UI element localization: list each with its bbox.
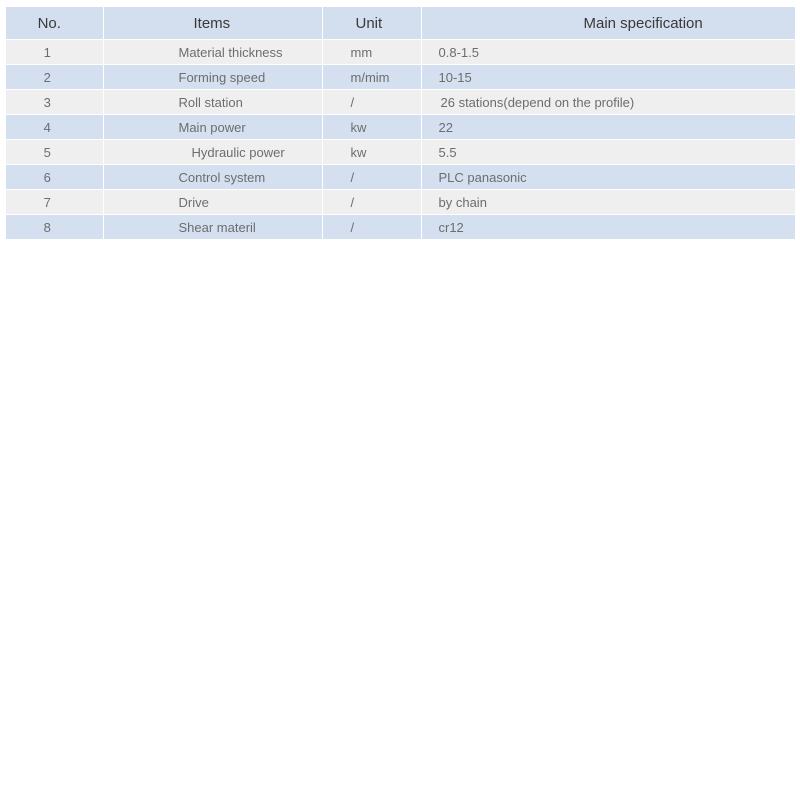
row-no: 4 — [6, 115, 103, 140]
table-row — [6, 165, 795, 190]
table-row — [6, 90, 795, 115]
row-unit: / — [322, 190, 421, 215]
row-item: Forming speed — [103, 65, 322, 90]
row-spec: PLC panasonic — [421, 165, 795, 190]
header-items: Items — [103, 7, 322, 40]
row-no: 3 — [6, 90, 103, 115]
row-no: 8 — [6, 215, 103, 240]
table-row — [6, 140, 795, 165]
row-unit: / — [322, 165, 421, 190]
row-no: 2 — [6, 65, 103, 90]
table-row — [6, 190, 795, 215]
row-spec: 10-15 — [421, 65, 795, 90]
table-row — [6, 65, 795, 90]
table-row — [6, 215, 795, 240]
row-item: Drive — [103, 190, 322, 215]
row-spec: 5.5 — [421, 140, 795, 165]
specification-table — [6, 7, 795, 239]
row-no: 5 — [6, 140, 103, 165]
row-item: Hydraulic power — [103, 140, 322, 165]
row-no: 1 — [6, 40, 103, 65]
row-item: Shear materil — [103, 215, 322, 240]
row-item: Roll station — [103, 90, 322, 115]
row-item: Control system — [103, 165, 322, 190]
table-row — [6, 115, 795, 140]
row-unit: m/mim — [322, 65, 421, 90]
row-spec: 22 — [421, 115, 795, 140]
header-no: No. — [6, 7, 103, 40]
row-unit: mm — [322, 40, 421, 65]
row-item: Material thickness — [103, 40, 322, 65]
row-spec: 26 stations(depend on the profile) — [421, 90, 795, 115]
header-unit: Unit — [322, 7, 421, 40]
row-spec: cr12 — [421, 215, 795, 240]
row-unit: / — [322, 215, 421, 240]
row-unit: / — [322, 90, 421, 115]
row-no: 7 — [6, 190, 103, 215]
row-unit: kw — [322, 115, 421, 140]
row-spec: 0.8-1.5 — [421, 40, 795, 65]
header-main-specification: Main specification — [421, 7, 795, 40]
row-item: Main power — [103, 115, 322, 140]
row-spec: by chain — [421, 190, 795, 215]
table-header-row — [6, 7, 795, 40]
row-unit: kw — [322, 140, 421, 165]
row-no: 6 — [6, 165, 103, 190]
table-row — [6, 40, 795, 65]
